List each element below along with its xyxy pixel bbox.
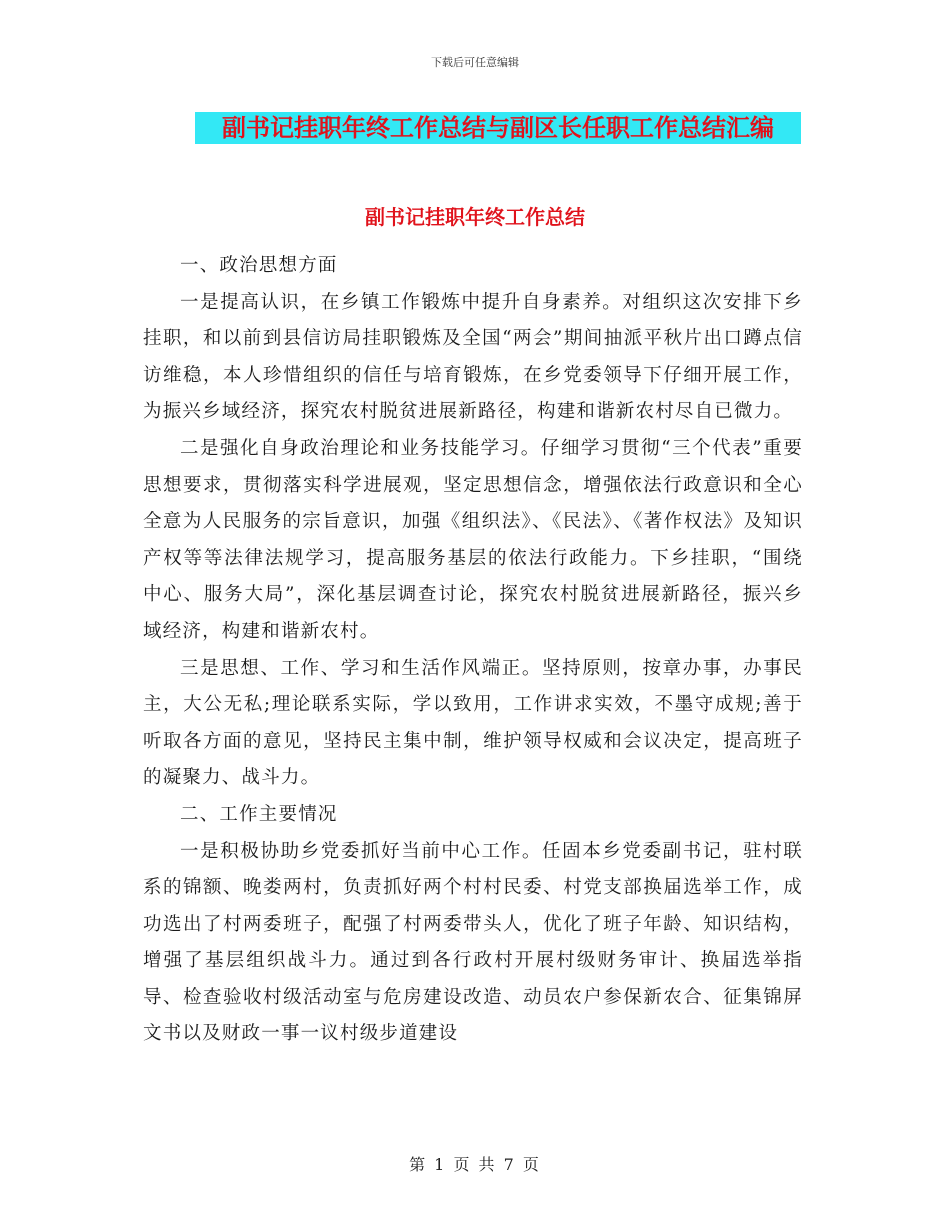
header-note: 下载后可任意编辑 [431, 56, 519, 69]
page-footer: 第 1 页 共 7 页 [409, 1155, 541, 1174]
paragraph: 二是强化自身政治理论和业务技能学习。仔细学习贯彻“三个代表”重要思想要求，贯彻落实科学进展观，坚定思想信念，增强依法行政意识和全心全意为人民服务的宗旨意识，加强《组织法》、《民法》、《著作权法》及知识产权等等法律法规学习，提高服务基层的依法行政能力。下乡挂职，“围绕中心、服务大局”，深化基层调查讨论，探究农村脱贫进展新路径，振兴乡域经济，构建和谐新农村。 [143, 437, 803, 642]
paragraph-heading-2: 二、工作主要情况 [180, 803, 338, 825]
document-main-title: 副书记挂职年终工作总结与副区长任职工作总结汇编 [195, 112, 801, 144]
paragraph-heading-1: 一、政治思想方面 [180, 255, 338, 276]
section-title: 副书记挂职年终工作总结 [365, 205, 585, 229]
document-body [143, 248, 803, 1053]
paragraph: 一是提高认识，在乡镇工作锻炼中提升自身素养。对组织这次安排下乡挂职，和以前到县信访局挂职锻炼及全国“两会”期间抽派平秋片出口蹲点信访维稳，本人珍惜组织的信任与培育锻炼，在乡党委领导下仔细开展工作，为振兴乡域经济，探究农村脱贫进展新路径，构建和谐新农村尽自已微力。 [143, 291, 803, 423]
paragraph: 一是积极协助乡党委抓好当前中心工作。任固本乡党委副书记，驻村联系的锦额、晚娄两村，负责抓好两个村村民委、村党支部换届选举工作，成功选出了村两委班子，配强了村两委带头人，优化了班子年龄、知识结构，增强了基层组织战斗力。通过到各行政村开展村级财务审计、换届选举指导、检查验收村级活动室与危房建设改造、动员农户参保新农合、征集锦屏文书以及财政一事一议村级步道建设 [143, 840, 803, 1045]
paragraph: 三是思想、工作、学习和生活作风端正。坚持原则，按章办事，办事民主，大公无私;理论联系实际，学以致用，工作讲求实效，不墨守成规;善于听取各方面的意见，坚持民主集中制，维护领导权威和会议决定，提高班子的凝聚力、战斗力。 [143, 657, 803, 789]
